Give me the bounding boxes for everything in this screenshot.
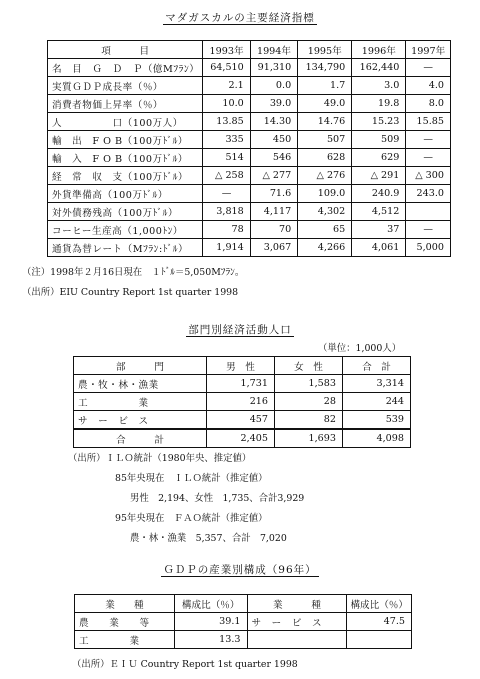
row-label: 通貨為替レート（Mﾌﾗﾝ:ﾄﾞﾙ） xyxy=(48,239,203,257)
value-cell: — xyxy=(406,149,451,167)
gdp-structure-table xyxy=(74,594,412,649)
table-row xyxy=(48,221,451,239)
table-row xyxy=(48,149,451,167)
value-cell: 546 xyxy=(250,149,297,167)
t2-header: 女 性 xyxy=(275,357,343,375)
value-cell: 5,000 xyxy=(406,239,451,257)
value-cell: 4,302 xyxy=(298,203,352,221)
value-cell: 244 xyxy=(343,393,411,411)
table-row xyxy=(75,613,412,631)
row-label: 名 目 Ｇ Ｄ Ｐ（億Mﾌﾗﾝ） xyxy=(48,59,203,77)
row-label: 人 口（100万人） xyxy=(48,113,203,131)
value-cell: 3,067 xyxy=(250,239,297,257)
t2-note-1: 85年央現在 ＩＬＯ統計（推定値） xyxy=(115,473,268,484)
row-label: コーヒー生産高（1,000ﾄﾝ） xyxy=(48,221,203,239)
value-cell: 4,266 xyxy=(298,239,352,257)
value-cell: 507 xyxy=(298,131,352,149)
value-cell xyxy=(406,203,451,221)
value-cell: 134,790 xyxy=(298,59,352,77)
t1-header: 項 目 xyxy=(48,41,203,59)
value-cell: 28 xyxy=(275,393,343,411)
value-cell: 450 xyxy=(250,131,297,149)
value-cell: 64,510 xyxy=(203,59,250,77)
row-label: 実質ＧＤＰ成長率（％） xyxy=(48,77,203,95)
value-cell: 8.0 xyxy=(406,95,451,113)
value-cell: △ 300 xyxy=(406,167,451,185)
t2-header: 男 性 xyxy=(207,357,275,375)
value-cell: △ 258 xyxy=(203,167,250,185)
table-row xyxy=(48,167,451,185)
value-cell: △ 291 xyxy=(352,167,406,185)
row-label: サ ー ビ ス xyxy=(74,411,207,430)
row-label: 農・牧・林・漁業 xyxy=(74,375,207,393)
value-cell: 3,818 xyxy=(203,203,250,221)
row-label: 合 計 xyxy=(74,429,207,448)
value-cell: 2.1 xyxy=(203,77,250,95)
row-label: 外貨準備高（100万ﾄﾞﾙ） xyxy=(48,185,203,203)
row-label: 工 業 xyxy=(74,393,207,411)
t2-header: 合 計 xyxy=(343,357,411,375)
t1-header: 1995年 xyxy=(298,41,352,59)
value-cell: 4,117 xyxy=(250,203,297,221)
value-cell: △ 277 xyxy=(250,167,297,185)
t1-source: （出所）EIU Country Report 1st quarter 1998 xyxy=(22,287,239,298)
value-cell: 3,314 xyxy=(343,375,411,393)
value-cell: 1,731 xyxy=(207,375,275,393)
table-row xyxy=(48,185,451,203)
value-cell: 509 xyxy=(352,131,406,149)
value-cell: 335 xyxy=(203,131,250,149)
value-cell: △ 276 xyxy=(298,167,352,185)
t3-header: 業 種 xyxy=(75,595,175,613)
value-cell: 14.76 xyxy=(298,113,352,131)
value-cell: 4,098 xyxy=(343,429,411,448)
table-row xyxy=(48,95,451,113)
value-cell: 70 xyxy=(250,221,297,239)
value-cell: 4.0 xyxy=(406,77,451,95)
value-cell: 4,061 xyxy=(352,239,406,257)
t1-header-row xyxy=(48,41,451,59)
value-cell: 15.85 xyxy=(406,113,451,131)
value-cell: 3.0 xyxy=(352,77,406,95)
value-cell: 629 xyxy=(352,149,406,167)
value-cell: 39.1 xyxy=(174,613,247,631)
indicators-table xyxy=(47,40,451,257)
t3-title: ＧＤＰの産業別構成（96年） xyxy=(163,564,317,576)
table-row xyxy=(48,239,451,257)
row-label: 輸 出 F O B（100万ﾄﾞﾙ） xyxy=(48,131,203,149)
value-cell: 39.0 xyxy=(250,95,297,113)
t1-header: 1993年 xyxy=(203,41,250,59)
t3-header: 構成比（％） xyxy=(347,595,412,613)
value-cell: 1,583 xyxy=(275,375,343,393)
value-cell: 2,405 xyxy=(207,429,275,448)
value-cell: 514 xyxy=(203,149,250,167)
value-cell: 216 xyxy=(207,393,275,411)
t2-header-row xyxy=(74,357,411,375)
value-cell: — xyxy=(406,131,451,149)
value-cell: 243.0 xyxy=(406,185,451,203)
value-cell: 162,440 xyxy=(352,59,406,77)
value-cell: 49.0 xyxy=(298,95,352,113)
value-cell: 37 xyxy=(352,221,406,239)
t3-header-row xyxy=(75,595,412,613)
row-label: 対外債務残高（100万ﾄﾞﾙ） xyxy=(48,203,203,221)
value-cell: — xyxy=(406,221,451,239)
value-cell xyxy=(347,631,412,649)
row-label: 工 業 xyxy=(75,631,175,649)
value-cell: 539 xyxy=(343,411,411,430)
value-cell: 14.30 xyxy=(250,113,297,131)
value-cell: 15.23 xyxy=(352,113,406,131)
t3-source: （出所）ＥＩＵ Country Report 1st quarter 1998 xyxy=(72,659,298,670)
t3-header: 構成比（％） xyxy=(174,595,247,613)
value-cell: 1.7 xyxy=(298,77,352,95)
value-cell: 1,914 xyxy=(203,239,250,257)
t1-header: 1994年 xyxy=(250,41,297,59)
table-row xyxy=(48,203,451,221)
t2-note-3: 95年央現在 ＦＡＯ統計（推定値） xyxy=(115,513,268,524)
value-cell: 78 xyxy=(203,221,250,239)
table-row xyxy=(48,59,451,77)
value-cell: 71.6 xyxy=(250,185,297,203)
row-label: 経 常 収 支（100万ﾄﾞﾙ） xyxy=(48,167,203,185)
t3-header: 業 種 xyxy=(247,595,347,613)
row-label: 消費者物価上昇率（％） xyxy=(48,95,203,113)
t1-header: 1997年 xyxy=(406,41,451,59)
t2-note-4: 農・林・漁業 5,357、合計 7,020 xyxy=(130,533,287,544)
t1-header: 1996年 xyxy=(352,41,406,59)
t1-title: マダガスカルの主要経済指標 xyxy=(165,12,315,24)
table-row xyxy=(74,393,411,411)
value-cell: 240.9 xyxy=(352,185,406,203)
value-cell: — xyxy=(406,59,451,77)
t2-note-0: （出所）ＩＬＯ統計（1980年央、推定値） xyxy=(68,453,252,464)
row-label: サ ー ビ ス xyxy=(247,613,347,631)
value-cell: 47.5 xyxy=(347,613,412,631)
table-row xyxy=(75,631,412,649)
t2-header: 部 門 xyxy=(74,357,207,375)
value-cell: 10.0 xyxy=(203,95,250,113)
value-cell: 628 xyxy=(298,149,352,167)
value-cell: 1,693 xyxy=(275,429,343,448)
table-row xyxy=(74,411,411,430)
total-row xyxy=(74,429,411,448)
table-row xyxy=(48,131,451,149)
value-cell: 457 xyxy=(207,411,275,430)
row-label: 農 業 等 xyxy=(75,613,175,631)
table-row xyxy=(48,77,451,95)
value-cell: 13.85 xyxy=(203,113,250,131)
value-cell: 19.8 xyxy=(352,95,406,113)
table-row xyxy=(48,113,451,131)
value-cell: 13.3 xyxy=(174,631,247,649)
value-cell: — xyxy=(203,185,250,203)
t2-note-2: 男性 2,194、女性 1,735、合計3,929 xyxy=(130,493,305,504)
row-label xyxy=(247,631,347,649)
value-cell: 82 xyxy=(275,411,343,430)
row-label: 輸 入 F O B（100万ﾄﾞﾙ） xyxy=(48,149,203,167)
value-cell: 91,310 xyxy=(250,59,297,77)
t2-title: 部門別経済活動人口 xyxy=(188,324,292,336)
value-cell: 65 xyxy=(298,221,352,239)
table-row xyxy=(74,375,411,393)
value-cell: 4,512 xyxy=(352,203,406,221)
t1-note: （注）1998年２月16日現在 １ﾄﾞﾙ＝5,050Mﾌﾗﾝ。 xyxy=(22,267,245,278)
population-table xyxy=(73,356,411,448)
value-cell: 0.0 xyxy=(250,77,297,95)
t2-unit: （単位：1,000人） xyxy=(318,343,402,354)
value-cell: 109.0 xyxy=(298,185,352,203)
